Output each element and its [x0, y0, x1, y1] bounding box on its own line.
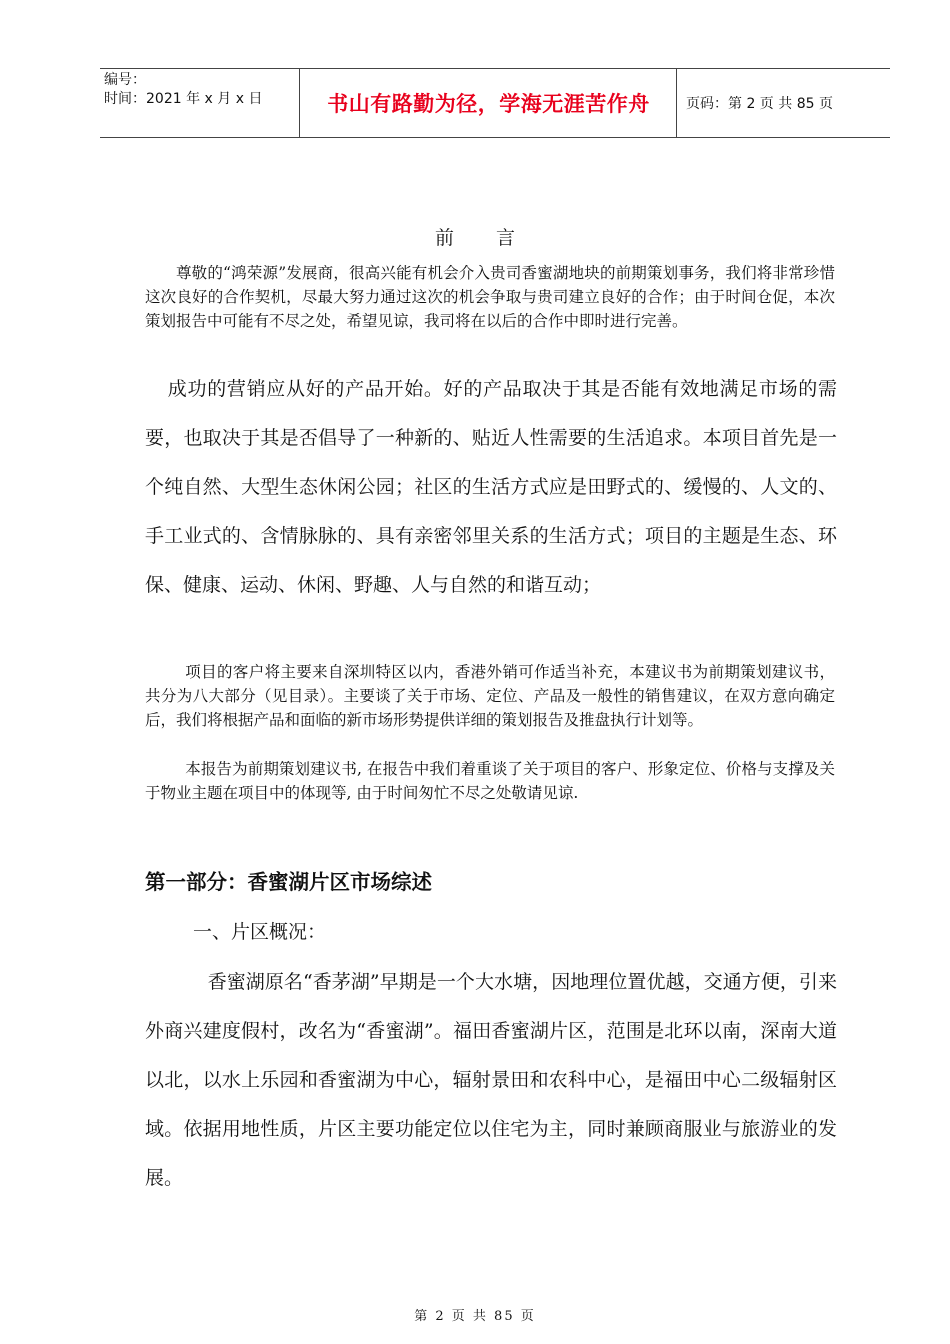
preface-title-right: 言: [496, 227, 516, 249]
page-header: [100, 68, 890, 138]
part1-paragraph-1: 香蜜湖原名“香茅湖”早期是一个大水塘，因地理位置优越，交通方便，引来外商兴建度假村，改名为“香蜜湖”。福田香蜜湖片区，范围是北环以南，深南大道以北，以水上乐园和香蜜湖为中心，辐射景田和农科中心，是福田中心二级辐射区域。依据用地性质，片区主要功能定位以住宅为主，同时兼顾商服业与旅游业的发展。: [145, 971, 837, 1189]
page-footer: 第 2 页 共 85 页: [414, 1309, 536, 1324]
preface-paragraph-4: 本报告为前期策划建议书, 在报告中我们着重谈了关于项目的客户、形象定位、价格与支撑及关于物业主题在项目中的体现等, 由于时间匆忙不尽之处敬请见谅.: [145, 760, 835, 802]
header-motto-cell: [301, 69, 677, 137]
header-page-label: 页码：第 2 页 共 85 页: [686, 96, 833, 112]
part1-subheading: 一、片区概况：: [193, 921, 327, 943]
preface-title: [0, 223, 950, 250]
preface-paragraph-3: 项目的客户将主要来自深圳特区以内，香港外销可作适当补充，本建议书为前期策划建议书，共分为八大部分（见目录）。主要谈了关于市场、定位、产品及一般性的销售建议，在双方意向确定后，我们将根据产品和面临的新市场形势提供详细的策划报告及推盘执行计划等。: [145, 663, 835, 729]
code-label: 编号：: [104, 72, 146, 88]
part1-heading: 第一部分：香蜜湖片区市场综述: [145, 870, 432, 894]
preface-paragraph-1: 尊敬的“鸿荣源”发展商，很高兴能有机会介入贵司香蜜湖地块的前期策划事务，我们将非常珍惜这次良好的合作契机，尽最大努力通过这次的机会争取与贵司建立良好的合作；由于时间仓促，本次策划报告中可能有不尽之处，希望见谅，我司将在以后的合作中即时进行完善。: [145, 264, 835, 330]
header-meta: [100, 69, 300, 137]
header-motto: 书山有路勤为径，学海无涯苦作舟: [327, 92, 650, 116]
header-page-cell: [684, 69, 890, 137]
time-label: 时间：2021 年 x 月 x 日: [104, 91, 263, 107]
preface-paragraph-2: 成功的营销应从好的产品开始。好的产品取决于其是否能有效地满足市场的需要，也取决于其是否倡导了一种新的、贴近人性需要的生活追求。本项目首先是一个纯自然、大型生态休闲公园；社区的生活方式应是田野式的、缓慢的、人文的、手工业式的、含情脉脉的、具有亲密邻里关系的生活方式；项目的主题是生态、环保、健康、运动、休闲、野趣、人与自然的和谐互动；: [145, 378, 837, 596]
preface-title-left: 前: [434, 227, 454, 249]
